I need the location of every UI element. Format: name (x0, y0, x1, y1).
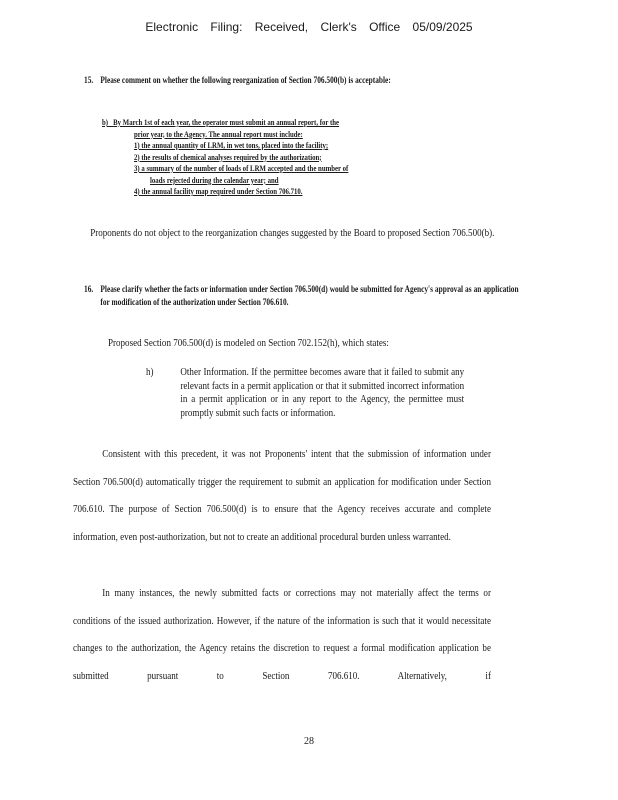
page-number: 28 (304, 736, 314, 747)
response-16-intro: Proposed Section 706.500(d) is modeled on Section 702.152(h), which states: (108, 338, 389, 349)
question-text: Please clarify whether the facts or information under Section 706.500(d) would be submitted for Agency's approval as an application for modification of the authorization under Section 706.610. (100, 284, 519, 307)
question-16 (84, 283, 519, 323)
quote-label: h) (146, 367, 154, 378)
response-15: Proponents do not object to the reorganization changes suggested by the Board to proposed Section 706.500(b). (90, 228, 495, 239)
sub-b-item-3: 3) a summary of the number of loads of LRM accepted and the number of (134, 163, 349, 173)
sub-b-line-1: b) By March 1st of each year, the operator must submit an annual report, for the (102, 117, 340, 127)
quote-text: Other Information. If the permittee becomes aware that it failed to submit any relevant facts in a permit application or that it submitted incorrect information in a permit application or in any report to the Agency, the permittee must promptly submit such facts or information. (180, 367, 465, 419)
paragraph-consistent: Consistent with this precedent, it was not Proponents' intent that the submission of information under Section 706.500(d) automatically trigger the requirement to submit an application for modification under Section 706.610. The purpose of Section 706.500(d) is to ensure that the Agency receives accurate and complete information, even post-authorization, but not to create an additional procedural burden unless warranted. (73, 449, 491, 543)
filing-header: Electronic Filing: Received, Clerk's Office 05/09/2025 (145, 20, 473, 34)
sub-b-item-1: 1) the annual quantity of LRM, in wet tons, placed into the facility; (134, 140, 329, 150)
sub-b-item-4: 4) the annual facility map required under Section 706.710. (134, 186, 303, 196)
question-number: 16. (84, 284, 94, 294)
sub-b-line-2: prior year, to the Agency. The annual report must include: (134, 128, 303, 139)
question-text: Please comment on whether the following reorganization of Section 706.500(b) is acceptable: (100, 75, 391, 85)
sub-b-item-3-cont: loads rejected during the calendar year; and (150, 174, 279, 185)
question-number: 15. (84, 75, 94, 85)
question-15 (84, 74, 510, 102)
paragraph-instances: In many instances, the newly submitted facts or corrections may not materially affect the terms or conditions of the issued authorization. However, if the nature of the information is such that it would necessitate changes to the authorization, the Agency retains the discretion to request a formal modification application be submitted pursuant to Section 706.610. Alternatively, if (73, 588, 491, 682)
block-quote (146, 366, 481, 436)
proposed-section-b (102, 117, 526, 217)
sub-b-item-2: 2) the results of chemical analyses required by the authorization; (134, 151, 322, 162)
